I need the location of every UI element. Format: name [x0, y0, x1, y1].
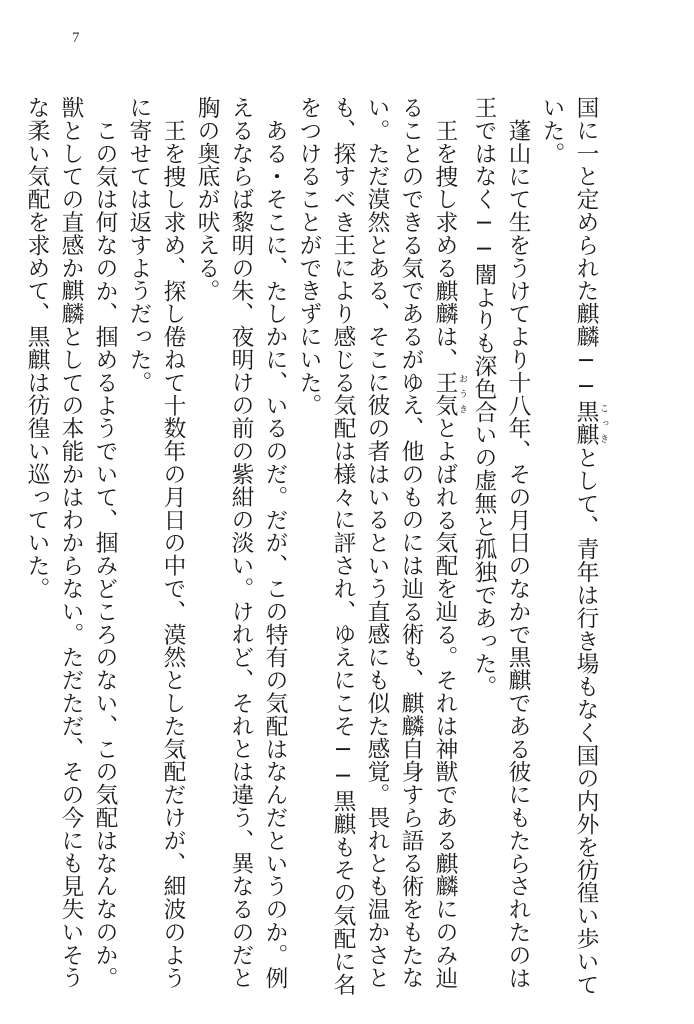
vertical-text-body [24, 96, 608, 996]
em-dash: ── [471, 210, 497, 263]
paragraph [122, 96, 190, 996]
text-run: 王を捜し求め、探し倦ねて十数年の月日の中で、漠然とした気配だけが、細波のように寄せては返すようだった。 [126, 96, 186, 989]
page-number: 7 [72, 30, 80, 46]
paragraph [20, 96, 122, 996]
ruby-reading: こっき [598, 400, 608, 447]
ruby-reading: おうき [457, 370, 467, 417]
em-dash: ── [573, 347, 599, 401]
ruby-base: 黒麒 [573, 400, 599, 447]
text-run: この気は何なのか、掴めるようでいて、掴みどころのない、この気配はなんなのか。獣としての直感か麒麟としての本能かはわからない。ただただ、その今にも見失いそうな柔い気配を求めて、黒麒は彷徨い巡っていた。 [24, 96, 118, 990]
text-run: 国に一と定められた麒麟 [573, 96, 599, 348]
paragraph [535, 96, 608, 996]
text-run: 王を捜し求める麒麟は、 [432, 118, 458, 371]
text-run: 蓬山にて生をうけてより十八年、その月日のなかで黒麒である彼にもたらされたのは王ではなく [471, 96, 531, 989]
ruby-base: 王気 [432, 370, 458, 417]
text-run: とよばれる気配を辿る。それは神獣である麒麟にのみ辿ることのできる気であるがゆえ、他のものには辿る術も、麒麟自身すら語る術をもたない。ただ漠然とある、そこに彼の者はいるという直感にも似た感覚。畏れとも温かさとも、探すべき王により感じる気配は様々に評され、ゆえにこそ [330, 96, 458, 990]
paragraph [292, 96, 467, 996]
ruby-annotation [432, 370, 467, 417]
paragraph [190, 96, 292, 996]
text-run: として、青年は行き場もなく国の内外を彷徨い歩いていた。 [539, 96, 599, 996]
paragraph [467, 96, 535, 996]
text-run: 黒麒もその気配に名をつけることができずにいた。 [296, 96, 356, 996]
ruby-annotation [573, 400, 608, 447]
text-run: ある・そこに、たしかに、いるのだ。だが、この特有の気配はなんだというのか。例えるならば黎明の朱、夜明けの前の紫紺の淡い。けれど、それとは違う、異なるのだと胸の奥底が吠える。 [194, 96, 288, 990]
em-dash: ── [330, 737, 356, 790]
text-run: 闇よりも深色合いの虚無と孤独であった。 [471, 262, 497, 699]
